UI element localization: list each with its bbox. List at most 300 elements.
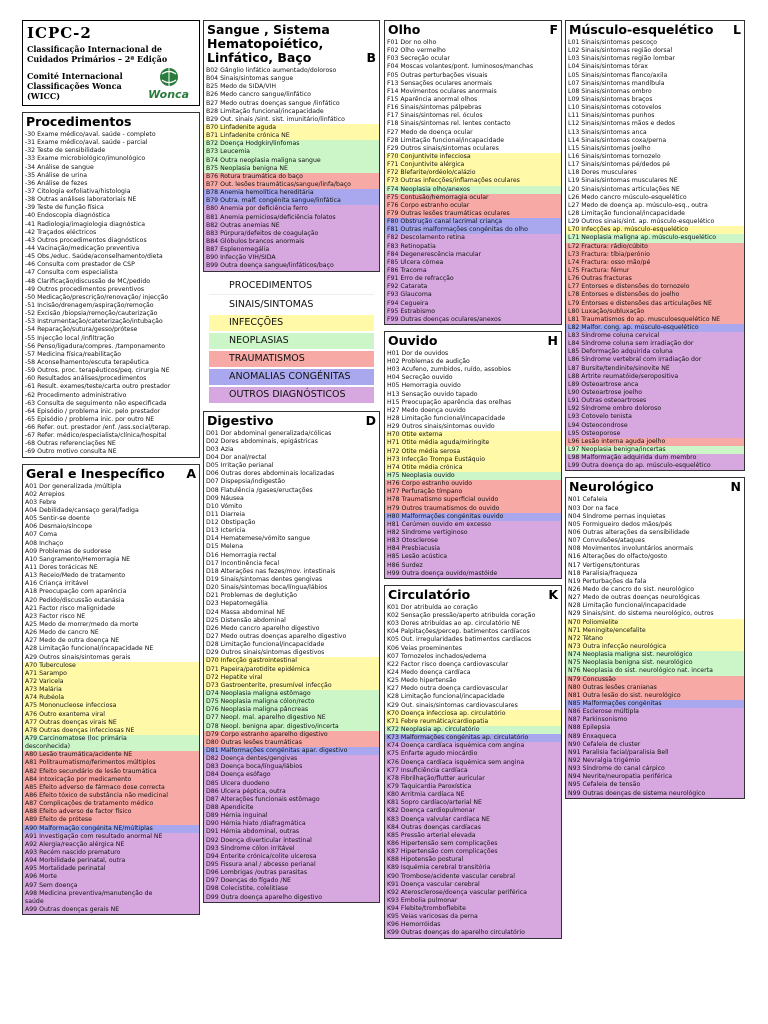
code-item: -31 Exame médico/aval. saúde - parcial	[23, 139, 199, 147]
code-item: B84 Glóbulos brancos anormais	[204, 238, 379, 246]
code-item: N71 Meningite/encefalite	[566, 627, 744, 635]
code-item: F72 Blefarite/ordéolo/calázio	[385, 169, 561, 177]
code-item: A88 Efeito adverso de factor físico	[23, 808, 199, 816]
section-ouvido	[384, 331, 562, 579]
code-item: L85 Deformação adquirida coluna	[566, 348, 744, 356]
code-item: A82 Efeito secundário de lesão traumática	[23, 768, 199, 776]
code-item: L92 Síndrome ombro doloroso	[566, 405, 744, 413]
code-item: D19 Sinais/sintomas dentes gengivas	[204, 576, 379, 584]
code-item: D85 Úlcera duodeno	[204, 780, 379, 788]
code-item: L88 Artrite reumatóide/seropositiva	[566, 373, 744, 381]
code-item: N72 Tétano	[566, 635, 744, 643]
code-item: A80 Lesão traumática/acidente NE	[23, 751, 199, 759]
code-item: F84 Degenerescência macular	[385, 251, 561, 259]
code-item: L29 Outros sinais/sint. ap. músculo-esquelético	[566, 218, 744, 226]
code-item: -53 Instrumentação/cateterização/intubação	[23, 318, 199, 326]
code-item: D88 Apendicite	[204, 804, 379, 812]
code-item: B81 Anemia perniciosa/deficiência folatos	[204, 214, 379, 222]
code-item: L15 Sinais/sintomas joelho	[566, 145, 744, 153]
code-item: N95 Cefaleia de tensão	[566, 781, 744, 789]
code-item: A94 Morbilidade perinatal, outra	[23, 857, 199, 865]
code-item: N86 Esclerose múltipla	[566, 708, 744, 716]
code-item: D74 Neoplasia maligna estômago	[204, 690, 379, 698]
section-title: Digestivo	[207, 412, 274, 428]
code-item: A27 Medo de outra doença NE	[23, 637, 199, 645]
code-item: N19 Perturbações da fala	[566, 578, 744, 586]
code-item: A96 Morte	[23, 873, 199, 881]
code-item: N07 Convulsões/ataques	[566, 537, 744, 545]
code-item: N99 Outras doenças de sistema neurológico	[566, 790, 744, 798]
code-item: K95 Veias varicosas da perna	[385, 913, 561, 921]
code-item: A81 Politraumatismo/ferimentos múltiplos	[23, 759, 199, 767]
code-item: -55 Injecção local /infiltração	[23, 335, 199, 343]
code-item: F14 Movimentos oculares anormais	[385, 88, 561, 96]
code-item: D11 Diarreia	[204, 511, 379, 519]
code-item: H01 Dor de ouvidos	[385, 350, 561, 358]
code-item: H84 Presbiacusia	[385, 545, 561, 553]
code-item: H15 Preocupação aparência das orelhas	[385, 399, 561, 407]
code-item: K70 Doença infecciosa ap. circulatório	[385, 710, 561, 718]
code-item: D09 Náusea	[204, 495, 379, 503]
code-item: -51 Incisão/drenagem/aspiração/remoção	[23, 302, 199, 310]
code-item: N94 Nevrite/neuropatia periférica	[566, 773, 744, 781]
org-block	[23, 66, 199, 105]
code-item: N79 Concussão	[566, 676, 744, 684]
code-item: D21 Problemas de deglutição	[204, 592, 379, 600]
code-item: L20 Sinais/sintomas articulações NE	[566, 186, 744, 194]
code-item: A99 Outras doenças gerais NE	[23, 906, 199, 914]
code-item: K24 Medo doença cardíaca	[385, 669, 561, 677]
code-item: -37 Citologia exfoliativa/histologia	[23, 188, 199, 196]
code-item: K93 Embolia pulmonar	[385, 897, 561, 905]
code-item: B28 Limitação funcional/incapacidade	[204, 108, 379, 116]
section-header	[385, 21, 561, 39]
code-item: F74 Neoplasia olho/anexos	[385, 186, 561, 194]
code-item: B90 Infecção VIH/SIDA	[204, 254, 379, 262]
code-item: A29 Outros sinais/sintomas gerais	[23, 654, 199, 662]
section-circulatorio	[384, 585, 562, 939]
code-item: H74 Otite média crónica	[385, 464, 561, 472]
code-item: D15 Melena	[204, 543, 379, 551]
code-item: A26 Medo de cancro NE	[23, 629, 199, 637]
code-item: K87 Hipertensão com complicações	[385, 848, 561, 856]
code-item: -38 Outras análises laboratoriais NE	[23, 196, 199, 204]
code-item: B82 Outras anemias NE	[204, 222, 379, 230]
code-item: L18 Dores musculares	[566, 169, 744, 177]
code-item: A73 Malária	[23, 686, 199, 694]
code-item: N04 Síndrome pernas inquietas	[566, 513, 744, 521]
code-item: -59 Outros. proc. terapêuticos/peq. cirurgia NE	[23, 367, 199, 375]
code-item: A84 Intoxicação por medicamento	[23, 776, 199, 784]
code-item: -49 Outros procedimentos preventivos	[23, 286, 199, 294]
code-item: N88 Epilepsia	[566, 724, 744, 732]
code-item: N27 Medo de outras doenças neurológicas	[566, 594, 744, 602]
code-item: D84 Doença esófago	[204, 771, 379, 779]
code-item: D80 Outras lesões traumáticas	[204, 739, 379, 747]
column-3	[384, 20, 562, 939]
code-item: A92 Alergia/reacção alérgica NE	[23, 841, 199, 849]
code-item: A04 Debilidade/cansaço geral/fadiga	[23, 507, 199, 515]
code-list	[385, 39, 561, 324]
code-item: D75 Neoplasia maligna cólon/recto	[204, 698, 379, 706]
code-item: A90 Malformação congénita NE/múltiplas	[23, 825, 199, 833]
code-item: -69 Outro motivo consulta NE	[23, 448, 199, 456]
code-item: D28 Limitação funcional/incapacidade	[204, 641, 379, 649]
logo-text: Wonca	[148, 88, 189, 101]
code-item: K02 Sensação pressão/aperto atribuída coração	[385, 612, 561, 620]
code-item: H28 Limitação funcional/incapacidade	[385, 415, 561, 423]
code-item: F85 Úlcera córnea	[385, 259, 561, 267]
code-list	[385, 350, 561, 578]
legend-traumatismos: TRAUMATISMOS	[209, 351, 374, 367]
code-item: F28 Limitação funcional/incapacidade	[385, 137, 561, 145]
code-item: K72 Neoplasia ap. circulatório	[385, 726, 561, 734]
code-item: F83 Retinopatia	[385, 243, 561, 251]
code-list	[566, 39, 744, 470]
section-title: Sangue , Sistema Hematopoiético, Linfático, Baço	[207, 22, 330, 65]
code-item: L87 Bursite/tendinite/sinovite NE	[566, 365, 744, 373]
section-musculo	[565, 20, 745, 471]
code-item: N17 Vertigens/tonturas	[566, 562, 744, 570]
code-item: B74 Outra neoplasia maligna sangue	[204, 157, 379, 165]
code-item: -47 Consulta com especialista	[23, 269, 199, 277]
code-item: F99 Outras doenças oculares/anexos	[385, 316, 561, 324]
code-item: L74 Fractura: osso mão/pé	[566, 259, 744, 267]
code-item: B73 Leucemia	[204, 148, 379, 156]
code-list	[204, 430, 379, 902]
section-header	[385, 332, 561, 350]
code-item: H27 Medo doença ouvido	[385, 407, 561, 415]
code-item: D97 Doenças do fígado /NE	[204, 877, 379, 885]
code-item: A25 Medo de morrer/medo da morte	[23, 621, 199, 629]
column-2	[203, 20, 380, 903]
code-item: K85 Pressão arterial elevada	[385, 832, 561, 840]
code-item: A75 Mononucleose infecciosa	[23, 702, 199, 710]
code-item: L95 Osteoporose	[566, 430, 744, 438]
code-item: K03 Dores atribuídas ao ap. circulatório NE	[385, 620, 561, 628]
code-item: N28 Limitação funcional/incapacidade	[566, 602, 744, 610]
legend-anomalias: ANOMALIAS CONGÉNITAS	[209, 369, 374, 385]
code-item: -44 Vacinação/medicação preventiva	[23, 245, 199, 253]
column-1	[22, 20, 200, 915]
code-item: L79 Entorses e distensões das articulações NE	[566, 300, 744, 308]
code-item: D82 Doença dentes/gengivas	[204, 755, 379, 763]
code-item: L10 Sinais/sintomas cotovelos	[566, 104, 744, 112]
section-letter: B	[366, 50, 376, 65]
code-item: L71 Neoplasia maligna ap. músculo-esquelético	[566, 234, 744, 242]
code-item: K90 Trombose/acidente vascular cerebral	[385, 873, 561, 881]
code-item: D16 Hemorragia rectal	[204, 552, 379, 560]
code-item: A16 Criança irritável	[23, 580, 199, 588]
code-item: -58 Aconselhamento/escuta terapêutica	[23, 359, 199, 367]
code-item: L91 Outras osteoartroses	[566, 397, 744, 405]
code-item: H13 Sensação ouvido tapado	[385, 391, 561, 399]
code-item: B25 Medo de SIDA/VIH	[204, 83, 379, 91]
code-item: K01 Dor atribuída ao coração	[385, 604, 561, 612]
code-item: N89 Enxaqueca	[566, 733, 744, 741]
code-item: A02 Arrepios	[23, 491, 199, 499]
code-item: F91 Erro de refracção	[385, 275, 561, 283]
code-item: F93 Glaucoma	[385, 291, 561, 299]
code-item: D20 Sinais/sintomas boca/língua/lábios	[204, 584, 379, 592]
code-item: D83 Doença boca/língua/lábios	[204, 763, 379, 771]
code-item: D17 Incontinência fecal	[204, 560, 379, 568]
code-item: A70 Tuberculose	[23, 662, 199, 670]
code-item: F02 Olho vermelho	[385, 47, 561, 55]
code-item: F29 Outros sinais/sintomas oculares	[385, 145, 561, 153]
code-item: L08 Sinais/sintomas ombro	[566, 88, 744, 96]
code-item: -54 Reparação/sutura/gesso/prótese	[23, 326, 199, 334]
code-item: D18 Alterações nas fezes/mov. intestinais	[204, 568, 379, 576]
code-item: D89 Hérnia inguinal	[204, 812, 379, 820]
code-item: F95 Estrabismo	[385, 308, 561, 316]
code-item: D08 Flatulência /gases/eructações	[204, 487, 379, 495]
section-procedimentos	[22, 112, 200, 458]
code-list	[23, 483, 199, 914]
code-item: H79 Outros traumatismos do ouvido	[385, 505, 561, 513]
code-item: A76 Outro exantema viral	[23, 711, 199, 719]
code-item: K83 Doença valvular cardíaca NE	[385, 816, 561, 824]
code-item: N01 Cefaleia	[566, 496, 744, 504]
code-item: L03 Sinais/sintomas região lombar	[566, 55, 744, 63]
code-item: H80 Malformações congénitas ouvido	[385, 513, 561, 521]
code-item: L12 Sinais/sintomas mãos e dedos	[566, 120, 744, 128]
code-item: A78 Outras doenças infecciosas NE	[23, 727, 199, 735]
code-item: H72 Otite média serosa	[385, 448, 561, 456]
section-geral	[22, 464, 200, 915]
code-item: D12 Obstipação	[204, 519, 379, 527]
code-item: L07 Sinais/sintomas mandíbula	[566, 80, 744, 88]
code-item: F75 Contusão/hemorragia ocular	[385, 194, 561, 202]
code-item: A97 Sem doença	[23, 882, 199, 890]
code-item: L96 Lesão interna aguda joelho	[566, 438, 744, 446]
code-item: -48 Clarificação/discussão de MC/pedido	[23, 278, 199, 286]
code-item: B70 Linfadenite aguda	[204, 124, 379, 132]
code-item: A09 Problemas de sudorese	[23, 548, 199, 556]
section-digestivo	[203, 411, 380, 903]
code-item: D96 Lombrigas /outras parasitas	[204, 869, 379, 877]
code-item: A13 Receio/Medo de tratamento	[23, 572, 199, 580]
code-item: K06 Veias proeminentes	[385, 645, 561, 653]
code-item: H81 Cerúmen ouvido em excesso	[385, 521, 561, 529]
code-item: K75 Enfarte agudo miocárdio	[385, 750, 561, 758]
code-item: -66 Refer. out. prestador /enf. /ass.social/terap.	[23, 424, 199, 432]
code-item: D10 Vómito	[204, 503, 379, 511]
code-item: A89 Efeito de prótese	[23, 816, 199, 824]
code-item: A06 Desmaio/síncope	[23, 523, 199, 531]
code-item: desconhecida)	[23, 743, 199, 751]
code-item: D73 Gastroenterite, presumível infecção	[204, 682, 379, 690]
code-item: L14 Sinais/sintomas coxa/perna	[566, 137, 744, 145]
code-item: B76 Rotura traumática do baço	[204, 173, 379, 181]
code-item: K99 Outras doenças do aparelho circulatório	[385, 929, 561, 937]
code-item: L01 Sinais/sintomas pescoço	[566, 39, 744, 47]
section-header	[204, 21, 379, 67]
code-item: D24 Massa abdominal NE	[204, 609, 379, 617]
column-4	[565, 20, 745, 799]
code-item: -64 Episódio / problema inic. pelo prestador	[23, 408, 199, 416]
code-item: K89 Isquémia cerebral transitória	[385, 864, 561, 872]
section-title: Neurológico	[569, 479, 654, 495]
code-item: F70 Conjuntivite infecciosa	[385, 153, 561, 161]
code-item: L11 Sinais/sintomas punhos	[566, 112, 744, 120]
code-item: -34 Análise de sangue	[23, 164, 199, 172]
code-item: N05 Formigueiro dedos mãos/pés	[566, 521, 744, 529]
code-item: H85 Lesão acústica	[385, 553, 561, 561]
code-item: K27 Medo outra doença cardiovascular	[385, 685, 561, 693]
code-item: saúde	[23, 898, 199, 906]
section-title: Ouvido	[388, 332, 438, 348]
code-item: L77 Entorses e distensões do tornozelo	[566, 283, 744, 291]
code-item: A72 Varicela	[23, 678, 199, 686]
wonca-logo	[148, 66, 189, 101]
code-item: F03 Secreção ocular	[385, 55, 561, 63]
section-sangue	[203, 20, 380, 272]
code-item: A07 Coma	[23, 531, 199, 539]
code-item: F79 Outras lesões traumáticas oculares	[385, 210, 561, 218]
code-item: -46 Consulta com prestador de CSP	[23, 261, 199, 269]
code-item: L19 Sinais/sintomas musculares NE	[566, 177, 744, 185]
code-item: A87 Complicações de tratamento médico	[23, 800, 199, 808]
code-item: K07 Tornozelos inchados/edema	[385, 653, 561, 661]
code-item: F13 Sensações oculares anormais	[385, 80, 561, 88]
code-item: B77 Out. lesões traumáticas/sangue/linfa/baço	[204, 181, 379, 189]
code-item: A79 Carcinomatose (loc primária	[23, 735, 199, 743]
code-item: A93 Recém nascido prematuro	[23, 849, 199, 857]
code-item: L86 Síndrome vertebral com irradiação dor	[566, 356, 744, 364]
legend-neoplasias: NEOPLASIAS	[209, 333, 374, 349]
code-item: K79 Taquicardia Paroxística	[385, 783, 561, 791]
code-item: K05 Out. irregularidades batimentos cardíacos	[385, 636, 561, 644]
code-item: L99 Outra doença do ap. músculo-esquelético	[566, 462, 744, 470]
section-header	[204, 412, 379, 430]
legend-infeccoes: INFECÇÕES	[209, 315, 374, 331]
code-item: B87 Esplenomegália	[204, 246, 379, 254]
section-header	[23, 465, 199, 483]
code-item: L93 Cotovelo tenista	[566, 413, 744, 421]
code-item: N76 Neoplasia do sist. neurológico nat. incerta	[566, 667, 744, 675]
code-item: D26 Medo cancro aparelho digestivo	[204, 625, 379, 633]
code-item: B99 Outra doença sangue/linfáticos/baço	[204, 262, 379, 270]
code-item: F92 Catarata	[385, 283, 561, 291]
code-item: -65 Episódio / problema inic. por outro NE	[23, 416, 199, 424]
code-item: F86 Tracoma	[385, 267, 561, 275]
code-item: L84 Síndrome coluna sem irradiação dor	[566, 340, 744, 348]
code-item: F94 Cegueira	[385, 300, 561, 308]
title-box	[22, 20, 200, 106]
code-item: H05 Hemorragia ouvido	[385, 382, 561, 390]
code-item: A91 Investigação com resultado anormal NE	[23, 833, 199, 841]
code-item: H02 Problemas de audição	[385, 358, 561, 366]
subtitle: Classificação Internacional de Cuidados Primários – 2ª Edição	[27, 44, 168, 64]
code-item: A05 Sentir-se doente	[23, 515, 199, 523]
code-item: -32 Teste de sensibilidade	[23, 147, 199, 155]
code-item: B83 Púrpura/defeitos de coagulação	[204, 230, 379, 238]
code-item: D91 Hérnia abdominal, outras	[204, 828, 379, 836]
code-item: B29 Out. sinais /sint. sist. imunitário/linfático	[204, 116, 379, 124]
code-item: D86 Úlcera péptica, outra	[204, 788, 379, 796]
code-item: F16 Sinais/sintomas pálpebras	[385, 104, 561, 112]
code-item: K25 Medo hipertensão	[385, 677, 561, 685]
code-item: H86 Surdez	[385, 562, 561, 570]
code-item: A74 Rubéola	[23, 694, 199, 702]
code-item: H70 Otite externa	[385, 431, 561, 439]
code-item: N90 Cefaleia de cluster	[566, 741, 744, 749]
code-item: N18 Paralisia/fraqueza	[566, 570, 744, 578]
code-item: A08 Inchaço	[23, 540, 199, 548]
code-item: K76 Doença cardíaca isquémica sem angina	[385, 759, 561, 767]
code-item: -40 Endoscopia diagnóstica	[23, 212, 199, 220]
code-item: D27 Medo outras doenças aparelho digestivo	[204, 633, 379, 641]
code-item: D98 Colecistite, colelitíase	[204, 885, 379, 893]
code-item: H99 Outra doença ouvido/mastóide	[385, 570, 561, 578]
code-item: H29 Outros sinais/sintomas ouvido	[385, 423, 561, 431]
code-item: K84 Outras doenças cardíacas	[385, 824, 561, 832]
code-item: F76 Corpo estranho ocular	[385, 202, 561, 210]
globe-icon	[158, 66, 180, 88]
code-item: D14 Hematemese/vómito sangue	[204, 535, 379, 543]
code-item: A11 Dores torácicas NE	[23, 564, 199, 572]
code-item: -50 Medicação/prescrição/renovação/ injecção	[23, 294, 199, 302]
code-item: N70 Poliomielite	[566, 619, 744, 627]
code-item: K22 Factor risco doença cardiovascular	[385, 661, 561, 669]
code-item: A10 Sangramento/Hemorragia NE	[23, 556, 199, 564]
code-item: D87 Alterações funcionais estômago	[204, 796, 379, 804]
code-item: F05 Outras perturbações visuais	[385, 72, 561, 80]
code-list	[204, 67, 379, 271]
code-item: D93 Síndrome cólon irritável	[204, 845, 379, 853]
section-letter: L	[733, 22, 741, 37]
code-item: L81 Traumatismos do ap. musculoesquelético NE	[566, 316, 744, 324]
code-item: N03 Dor na face	[566, 505, 744, 513]
code-item: L26 Medo cancro músculo-esquelético	[566, 194, 744, 202]
code-item: F71 Conjuntivite alérgica	[385, 161, 561, 169]
code-item: L04 Sinais/sintomas tórax	[566, 63, 744, 71]
code-item: D94 Enterite crónica/colite ulcerosa	[204, 853, 379, 861]
code-item: L94 Osteocondrose	[566, 422, 744, 430]
code-item: A98 Medicina preventiva/manutenção de	[23, 890, 199, 898]
code-item: L28 Limitação funcional/incapacidade	[566, 210, 744, 218]
code-item: -60 Resultados análises/procedimentos	[23, 375, 199, 383]
code-item: K71 Febre reumática/cardiopatia	[385, 718, 561, 726]
code-item: D95 Fissura anal / abcesso perianal	[204, 861, 379, 869]
code-item: K81 Sopro cardíaco/arterial NE	[385, 799, 561, 807]
code-item: D06 Outras dores abdominais localizadas	[204, 470, 379, 478]
code-item: L83 Síndrome coluna cervical	[566, 332, 744, 340]
code-item: A18 Preocupação com aparência	[23, 588, 199, 596]
code-item: -62 Procedimento administrativo	[23, 392, 199, 400]
code-item: L02 Sinais/sintomas região dorsal	[566, 47, 744, 55]
code-item: N91 Paralisia facial/paralisia Bell	[566, 749, 744, 757]
code-item: L78 Entorses e distensões do joelho	[566, 291, 744, 299]
code-item: A23 Factor risco NE	[23, 613, 199, 621]
code-item: K73 Malformações congénitas ap. circulatório	[385, 734, 561, 742]
code-item: F15 Aparência anormal olhos	[385, 96, 561, 104]
code-item: D02 Dores abdominais, epigástricas	[204, 438, 379, 446]
code-item: F73 Outras infecções/inflamações oculares	[385, 177, 561, 185]
code-item: A95 Mortalidade perinatal	[23, 865, 199, 873]
code-item: H82 Síndrome vertiginoso	[385, 529, 561, 537]
code-item: L75 Fractura: fémur	[566, 267, 744, 275]
code-item: A77 Outras doenças virais NE	[23, 719, 199, 727]
code-item: A85 Efeito adverso de fármaco dose correcta	[23, 784, 199, 792]
code-item: H83 Otosclerose	[385, 537, 561, 545]
code-item: L76 Outras fracturas	[566, 275, 744, 283]
code-item: K91 Doença vascular cerebral	[385, 881, 561, 889]
code-item: H78 Traumatismo superficial ouvido	[385, 496, 561, 504]
code-item: D71 Papeira/parotidite epidémica	[204, 666, 379, 674]
code-item: B71 Linfadenite crónica NE	[204, 132, 379, 140]
